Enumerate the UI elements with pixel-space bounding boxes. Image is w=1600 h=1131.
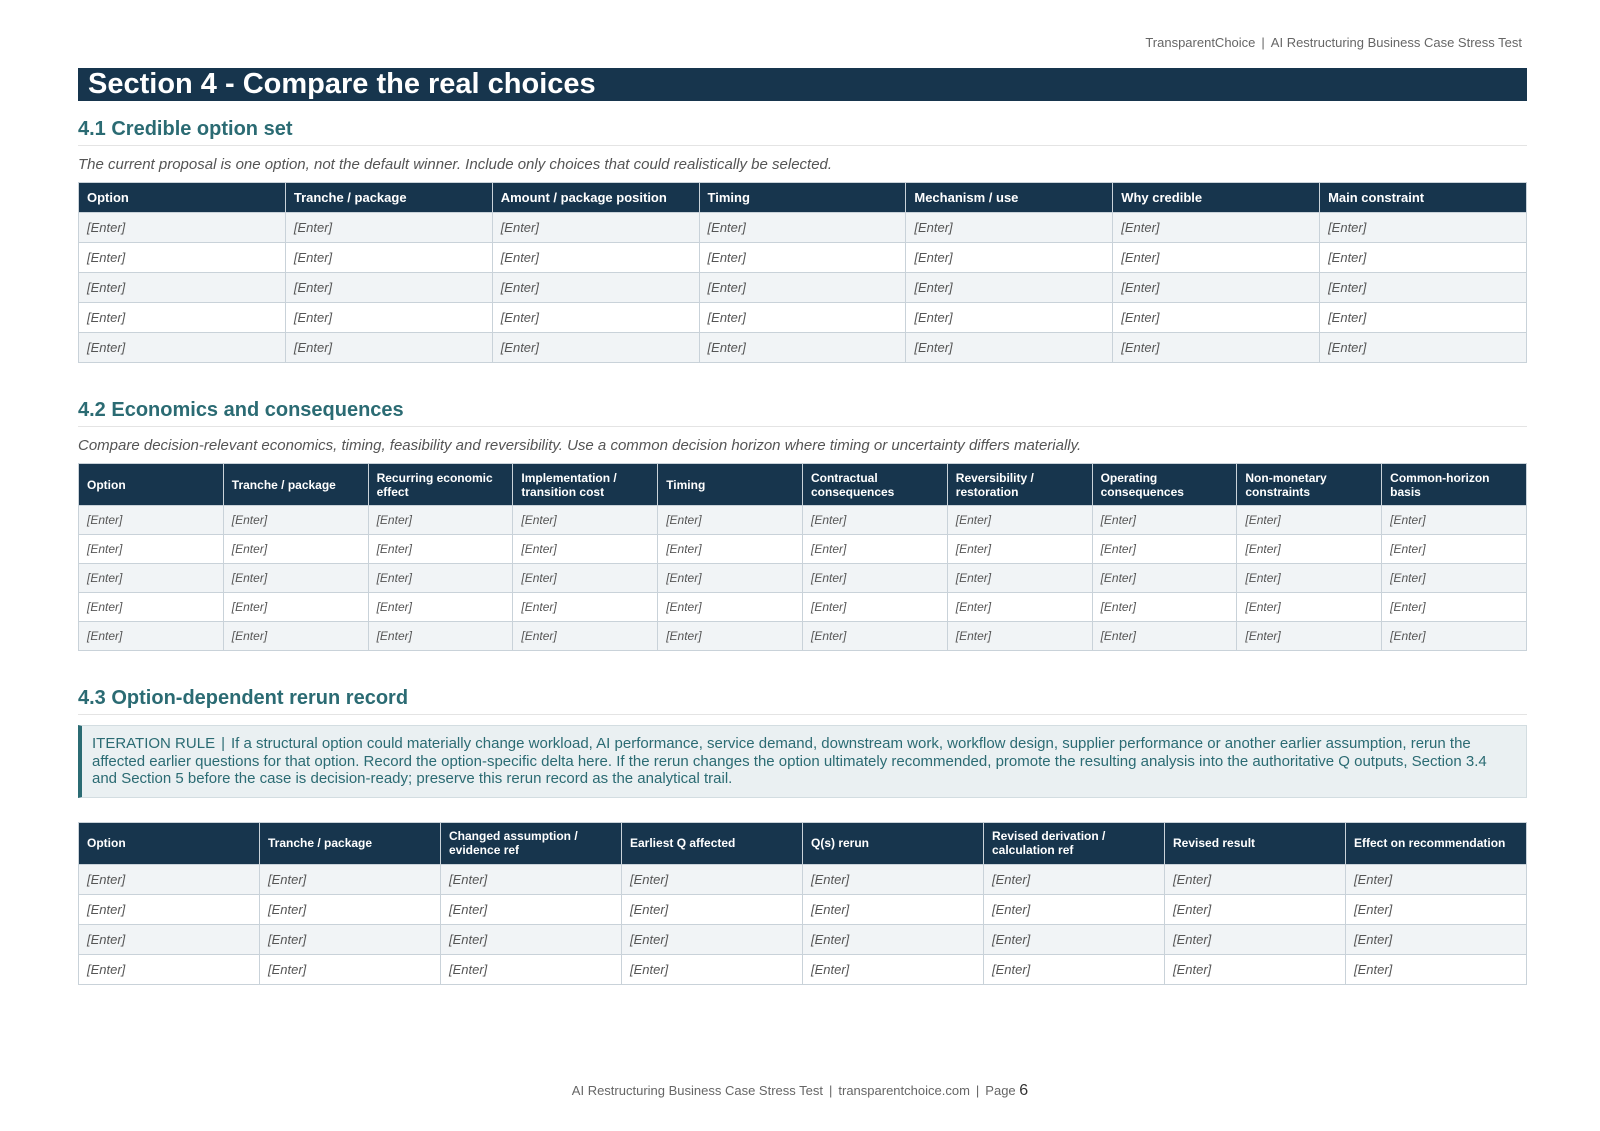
column-header: Reversibility / restoration [947,464,1092,506]
entry-cell[interactable]: [Enter] [1320,243,1527,273]
entry-cell[interactable]: [Enter] [1237,593,1382,622]
entry-cell[interactable]: [Enter] [1113,273,1320,303]
entry-cell[interactable]: [Enter] [79,864,260,894]
entry-cell[interactable]: [Enter] [368,593,513,622]
entry-cell[interactable]: [Enter] [492,213,699,243]
entry-cell[interactable]: [Enter] [513,622,658,651]
entry-cell[interactable]: [Enter] [1382,535,1527,564]
entry-cell[interactable]: [Enter] [260,924,441,954]
entry-cell[interactable]: [Enter] [1165,894,1346,924]
table-header-row [79,464,1527,506]
footer-site: transparentchoice.com [838,1083,970,1098]
entry-cell[interactable]: [Enter] [79,243,286,273]
column-header: Option [79,183,286,213]
entry-cell[interactable]: [Enter] [699,243,906,273]
entry-cell[interactable]: [Enter] [1092,564,1237,593]
entry-cell[interactable]: [Enter] [1092,535,1237,564]
heading-4-1: 4.1 Credible option set [78,118,1527,146]
entry-cell[interactable]: [Enter] [79,506,224,535]
credible-option-table [78,182,1527,363]
entry-cell[interactable]: [Enter] [802,593,947,622]
table-row [79,273,1527,303]
entry-cell[interactable]: [Enter] [1092,622,1237,651]
entry-cell[interactable]: [Enter] [947,564,1092,593]
entry-cell[interactable]: [Enter] [492,273,699,303]
table-row [79,333,1527,363]
column-header: Option [79,822,260,864]
table-row [79,894,1527,924]
entry-cell[interactable]: [Enter] [441,924,622,954]
entry-cell[interactable]: [Enter] [658,506,803,535]
column-header: Tranche / package [260,822,441,864]
entry-cell[interactable]: [Enter] [1092,593,1237,622]
table-row [79,213,1527,243]
entry-cell[interactable]: [Enter] [260,894,441,924]
entry-cell[interactable]: [Enter] [285,213,492,243]
entry-cell[interactable]: [Enter] [1320,273,1527,303]
entry-cell[interactable]: [Enter] [223,535,368,564]
entry-cell[interactable]: [Enter] [79,593,224,622]
column-header: Earliest Q affected [622,822,803,864]
table-row [79,864,1527,894]
entry-cell[interactable]: [Enter] [984,894,1165,924]
page-number: 6 [1019,1082,1029,1099]
rule-label: ITERATION RULE [92,735,216,752]
entry-cell[interactable]: [Enter] [984,954,1165,984]
entry-cell[interactable]: [Enter] [285,303,492,333]
entry-cell[interactable]: [Enter] [260,864,441,894]
column-header: Revised result [1165,822,1346,864]
entry-cell[interactable]: [Enter] [1346,954,1527,984]
entry-cell[interactable]: [Enter] [513,564,658,593]
footer-separator: | [975,1083,980,1098]
entry-cell[interactable]: [Enter] [984,864,1165,894]
entry-cell[interactable]: [Enter] [79,924,260,954]
column-header: Q(s) rerun [803,822,984,864]
column-header: Changed assumption / evidence ref [441,822,622,864]
entry-cell[interactable]: [Enter] [1237,506,1382,535]
rerun-record-table [78,822,1527,985]
column-header: Contractual consequences [802,464,947,506]
column-header: Why credible [1113,183,1320,213]
footer-separator: | [829,1083,833,1098]
column-header: Effect on recommendation [1346,822,1527,864]
column-header: Operating consequences [1092,464,1237,506]
entry-cell[interactable]: [Enter] [1346,924,1527,954]
entry-cell[interactable]: [Enter] [1113,303,1320,333]
column-header: Implementation / transition cost [513,464,658,506]
entry-cell[interactable]: [Enter] [79,273,286,303]
entry-cell[interactable]: [Enter] [260,954,441,984]
table-row [79,243,1527,273]
table-row [79,535,1527,564]
column-header: Main constraint [1320,183,1527,213]
entry-cell[interactable]: [Enter] [441,894,622,924]
entry-cell[interactable]: [Enter] [803,894,984,924]
table-row [79,954,1527,984]
entry-cell[interactable]: [Enter] [223,622,368,651]
entry-cell[interactable]: [Enter] [947,535,1092,564]
entry-cell[interactable]: [Enter] [622,864,803,894]
column-header: Common-horizon basis [1382,464,1527,506]
entry-cell[interactable]: [Enter] [803,864,984,894]
entry-cell[interactable]: [Enter] [947,506,1092,535]
entry-cell[interactable]: [Enter] [285,243,492,273]
intro-4-1: The current proposal is one option, not the default winner. Include only choices that could realistically be selected. [78,156,833,173]
table-row [79,506,1527,535]
entry-cell[interactable]: [Enter] [513,506,658,535]
entry-cell[interactable]: [Enter] [368,535,513,564]
header-doc-title: AI Restructuring Business Case Stress Test [1270,35,1522,50]
column-header: Tranche / package [285,183,492,213]
entry-cell[interactable]: [Enter] [803,954,984,984]
entry-cell[interactable]: [Enter] [79,622,224,651]
entry-cell[interactable]: [Enter] [1346,894,1527,924]
entry-cell[interactable]: [Enter] [622,924,803,954]
column-header: Recurring economic effect [368,464,513,506]
entry-cell[interactable]: [Enter] [223,506,368,535]
page-header [1145,35,1522,50]
entry-cell[interactable]: [Enter] [947,593,1092,622]
entry-cell[interactable]: [Enter] [441,864,622,894]
entry-cell[interactable]: [Enter] [1237,535,1382,564]
entry-cell[interactable]: [Enter] [223,593,368,622]
iteration-rule-box [78,725,1527,798]
entry-cell[interactable]: [Enter] [79,333,286,363]
entry-cell[interactable]: [Enter] [513,535,658,564]
entry-cell[interactable]: [Enter] [1237,564,1382,593]
entry-cell[interactable]: [Enter] [1320,333,1527,363]
entry-cell[interactable]: [Enter] [658,622,803,651]
entry-cell[interactable]: [Enter] [285,273,492,303]
entry-cell[interactable]: [Enter] [1165,954,1346,984]
entry-cell[interactable]: [Enter] [79,535,224,564]
entry-cell[interactable]: [Enter] [984,924,1165,954]
entry-cell[interactable]: [Enter] [1346,864,1527,894]
entry-cell[interactable]: [Enter] [513,593,658,622]
entry-cell[interactable]: [Enter] [1237,622,1382,651]
column-header: Mechanism / use [906,183,1113,213]
column-header: Revised derivation / calculation ref [984,822,1165,864]
column-header: Tranche / package [223,464,368,506]
table-row [79,593,1527,622]
rule-separator: | [221,735,225,752]
entry-cell[interactable]: [Enter] [658,535,803,564]
section-title: Section 4 - Compare the real choices [78,68,1527,101]
entry-cell[interactable]: [Enter] [658,564,803,593]
entry-cell[interactable]: [Enter] [441,954,622,984]
entry-cell[interactable]: [Enter] [802,506,947,535]
entry-cell[interactable]: [Enter] [699,303,906,333]
entry-cell[interactable]: [Enter] [1113,333,1320,363]
intro-4-2: Compare decision-relevant economics, timing, feasibility and reversibility. Use a common decision horizon where timing or uncertainty differs materially. [78,437,1082,454]
heading-4-2: 4.2 Economics and consequences [78,399,1527,427]
rule-text: If a structural option could materially change workload, AI performance, service demand, downstream work, workflow design, supplier performance or another earlier assumption, rerun the affected earlier questions for that option. Record the option-specific delta here. If the rerun changes the option ultimately recommended, promote the resulting analysis into the authoritative Q outputs, Section 3.4 and Section 5 before the case is decision-ready; preserve this rerun record as the analytical trail. [92,735,1487,787]
entry-cell[interactable]: [Enter] [285,333,492,363]
column-header: Timing [699,183,906,213]
entry-cell[interactable]: [Enter] [622,894,803,924]
entry-cell[interactable]: [Enter] [79,213,286,243]
footer-doc-title: AI Restructuring Business Case Stress Test [571,1083,823,1098]
entry-cell[interactable]: [Enter] [802,535,947,564]
entry-cell[interactable]: [Enter] [699,333,906,363]
table-header-row [79,183,1527,213]
entry-cell[interactable]: [Enter] [699,273,906,303]
column-header: Non-monetary constraints [1237,464,1382,506]
entry-cell[interactable]: [Enter] [79,894,260,924]
table-row [79,924,1527,954]
entry-cell[interactable]: [Enter] [947,622,1092,651]
entry-cell[interactable]: [Enter] [622,954,803,984]
page-label: Page [985,1083,1016,1098]
page-footer [0,1082,1600,1100]
entry-cell[interactable]: [Enter] [368,622,513,651]
entry-cell[interactable]: [Enter] [1320,213,1527,243]
economics-table [78,463,1527,651]
table-row [79,303,1527,333]
table-row [79,564,1527,593]
entry-cell[interactable]: [Enter] [1113,213,1320,243]
entry-cell[interactable]: [Enter] [906,213,1113,243]
entry-cell[interactable]: [Enter] [906,243,1113,273]
table-row [79,622,1527,651]
brand-name: TransparentChoice [1145,35,1256,50]
entry-cell[interactable]: [Enter] [79,303,286,333]
entry-cell[interactable]: [Enter] [492,333,699,363]
entry-cell[interactable]: [Enter] [1382,506,1527,535]
entry-cell[interactable]: [Enter] [802,564,947,593]
column-header: Option [79,464,224,506]
entry-cell[interactable]: [Enter] [1113,243,1320,273]
page-content [78,68,1527,985]
entry-cell[interactable]: [Enter] [79,954,260,984]
entry-cell[interactable]: [Enter] [1092,506,1237,535]
entry-cell[interactable]: [Enter] [803,924,984,954]
entry-cell[interactable]: [Enter] [802,622,947,651]
entry-cell[interactable]: [Enter] [1382,622,1527,651]
entry-cell[interactable]: [Enter] [906,273,1113,303]
table-header-row [79,822,1527,864]
entry-cell[interactable]: [Enter] [492,303,699,333]
entry-cell[interactable]: [Enter] [658,593,803,622]
entry-cell[interactable]: [Enter] [1165,924,1346,954]
header-separator: | [1261,35,1265,50]
entry-cell[interactable]: [Enter] [699,213,906,243]
entry-cell[interactable]: [Enter] [1165,864,1346,894]
column-header: Timing [658,464,803,506]
entry-cell[interactable]: [Enter] [223,564,368,593]
entry-cell[interactable]: [Enter] [368,506,513,535]
entry-cell[interactable]: [Enter] [368,564,513,593]
heading-4-3: 4.3 Option-dependent rerun record [78,687,1527,715]
entry-cell[interactable]: [Enter] [1320,303,1527,333]
entry-cell[interactable]: [Enter] [906,333,1113,363]
entry-cell[interactable]: [Enter] [79,564,224,593]
entry-cell[interactable]: [Enter] [1382,564,1527,593]
entry-cell[interactable]: [Enter] [492,243,699,273]
column-header: Amount / package position [492,183,699,213]
entry-cell[interactable]: [Enter] [906,303,1113,333]
entry-cell[interactable]: [Enter] [1382,593,1527,622]
